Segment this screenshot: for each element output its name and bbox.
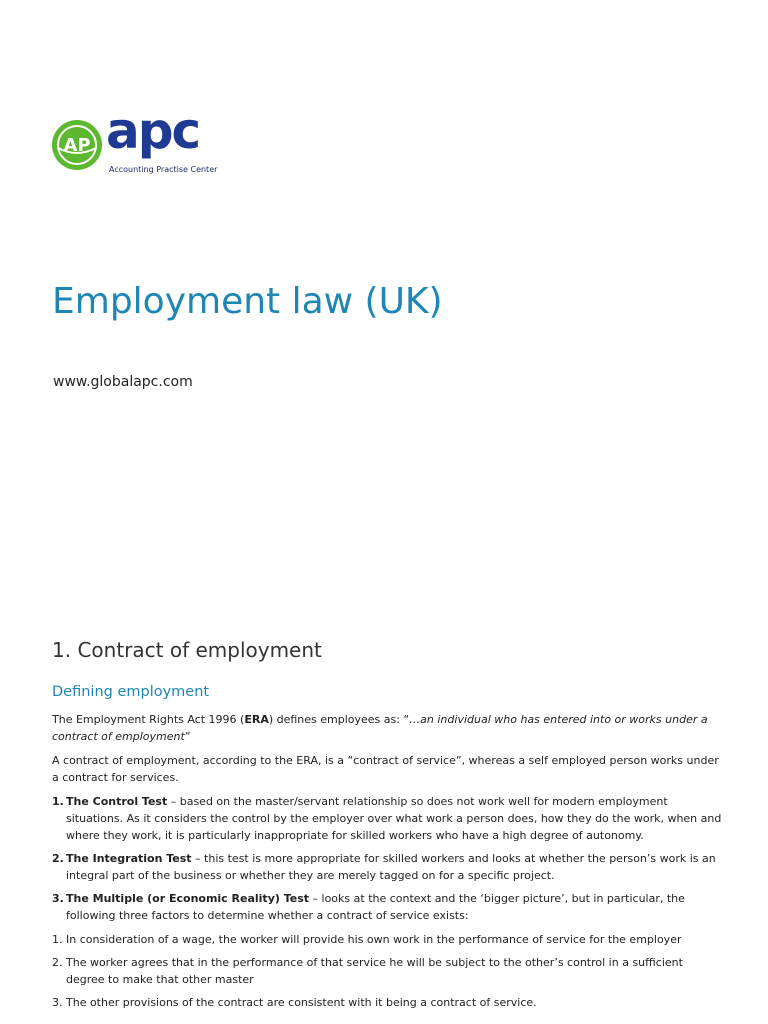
test-number: 1. (52, 795, 64, 809)
test-name: The Multiple (or Economic Reality) Test (66, 892, 310, 906)
test-number: 3. (52, 892, 64, 906)
factor-number: 3. (52, 996, 63, 1010)
section-subheading: Defining employment (52, 684, 210, 700)
website-link[interactable]: www.globalapc.com (53, 374, 193, 390)
test-item (52, 891, 722, 924)
factor-item (52, 932, 722, 949)
test-name: The Integration Test (66, 852, 192, 866)
factor-number: 2. (52, 956, 63, 970)
test-item (52, 851, 722, 884)
test-description: – based on the master/servant relationship so does not work well for modern employment situations. As it considers the control by the employer over what work a person does, how they do the work, when and where they work, it is particularly inappropriate for skilled workers who have a high degree of autonomy. (66, 795, 722, 842)
ap-circle-logo-icon (50, 118, 104, 172)
document-title: Employment law (UK) (52, 281, 443, 322)
era-definition-paragraph (52, 712, 722, 745)
factor-text: The other provisions of the contract are consistent with it being a contract of service. (66, 996, 537, 1010)
test-name: The Control Test (66, 795, 168, 809)
test-item (52, 794, 722, 844)
factor-item (52, 995, 722, 1012)
contract-of-service-paragraph: A contract of employment, according to the ERA, is a “contract of service”, whereas a self employed person works under a contract for services. (52, 754, 719, 784)
test-description: – this test is more appropriate for skilled workers and looks at whether the person’s work is an integral part of the business or whether they are merely tagged on for a specific project. (66, 852, 716, 882)
factor-number: 1. (52, 932, 63, 946)
factor-text: The worker agrees that in the performance of that service he will be subject to the other’s control in a sufficient degree to make that other master (66, 956, 683, 986)
logo-wordmark: apc (106, 102, 200, 160)
section-heading: 1. Contract of employment (52, 638, 322, 662)
para1-mid: ) defines employees as: “ (268, 713, 410, 726)
para1-pre: The Employment Rights Act 1996 ( (52, 713, 245, 726)
test-description: – looks at the context and the ‘bigger picture’, but in particular, the following three factors to determine whether a contract of service exists: (66, 892, 685, 922)
document-body (52, 712, 722, 1019)
era-abbreviation: ERA (244, 713, 269, 726)
factor-text: In consideration of a wage, the worker will provide his own work in the performance of service for the employer (66, 932, 682, 946)
apc-logo (50, 102, 220, 178)
era-quote: …an individual who has entered into or works under a contract of employment (52, 713, 708, 743)
factor-item (52, 955, 722, 988)
logo-tagline: Accounting Practise Center (109, 165, 218, 174)
para1-post: ” (184, 729, 191, 743)
logo-mark-text: AP (63, 135, 91, 156)
test-number: 2. (52, 852, 64, 866)
